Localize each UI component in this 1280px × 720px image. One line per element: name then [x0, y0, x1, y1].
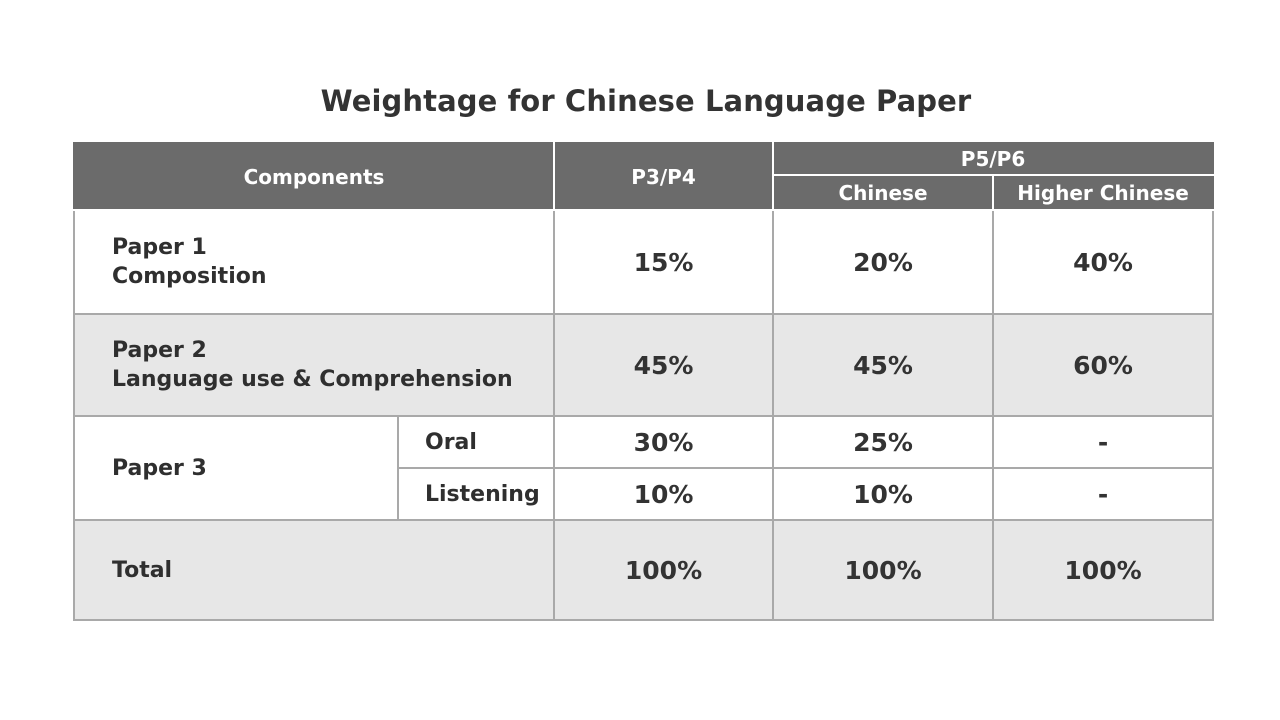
total-p3p4-value: 100%: [554, 520, 773, 620]
header-higher-chinese: Higher Chinese: [993, 175, 1213, 210]
paper2-chinese-value: 45%: [773, 314, 993, 416]
paper3-listening-label: Listening: [398, 468, 554, 520]
paper2-higher-chinese-value: 60%: [993, 314, 1213, 416]
total-label: Total: [74, 520, 554, 620]
table-row-total: [74, 520, 1213, 620]
paper1-title: Paper 1: [112, 235, 207, 260]
paper3-oral-chinese-value: 25%: [773, 416, 993, 468]
paper3-oral-higher-chinese-value: -: [993, 416, 1213, 468]
header-p5p6: P5/P6: [773, 143, 1213, 175]
paper3-oral-p3p4-value: 30%: [554, 416, 773, 468]
paper1-subtitle: Composition: [112, 264, 267, 289]
paper1-label: [74, 210, 554, 314]
page-title: Weightage for Chinese Language Paper: [320, 84, 972, 118]
header-components: Components: [74, 143, 554, 210]
paper2-p3p4-value: 45%: [554, 314, 773, 416]
paper1-p3p4-value: 15%: [554, 210, 773, 314]
paper2-subtitle: Language use & Comprehension: [112, 367, 513, 392]
header-p3p4: P3/P4: [554, 143, 773, 210]
table-row-paper1: [74, 210, 1213, 314]
header-chinese: Chinese: [773, 175, 993, 210]
paper3-listening-higher-chinese-value: -: [993, 468, 1213, 520]
paper2-title: Paper 2: [112, 338, 207, 363]
paper3-listening-chinese-value: 10%: [773, 468, 993, 520]
paper3-oral-label: Oral: [398, 416, 554, 468]
paper3-listening-p3p4-value: 10%: [554, 468, 773, 520]
total-chinese-value: 100%: [773, 520, 993, 620]
weightage-table: [73, 142, 1214, 621]
table-row-paper2: [74, 314, 1213, 416]
paper3-label: Paper 3: [74, 416, 398, 520]
paper1-chinese-value: 20%: [773, 210, 993, 314]
paper1-higher-chinese-value: 40%: [993, 210, 1213, 314]
paper2-label: [74, 314, 554, 416]
table-row-paper3-oral: [74, 416, 1213, 468]
total-higher-chinese-value: 100%: [993, 520, 1213, 620]
